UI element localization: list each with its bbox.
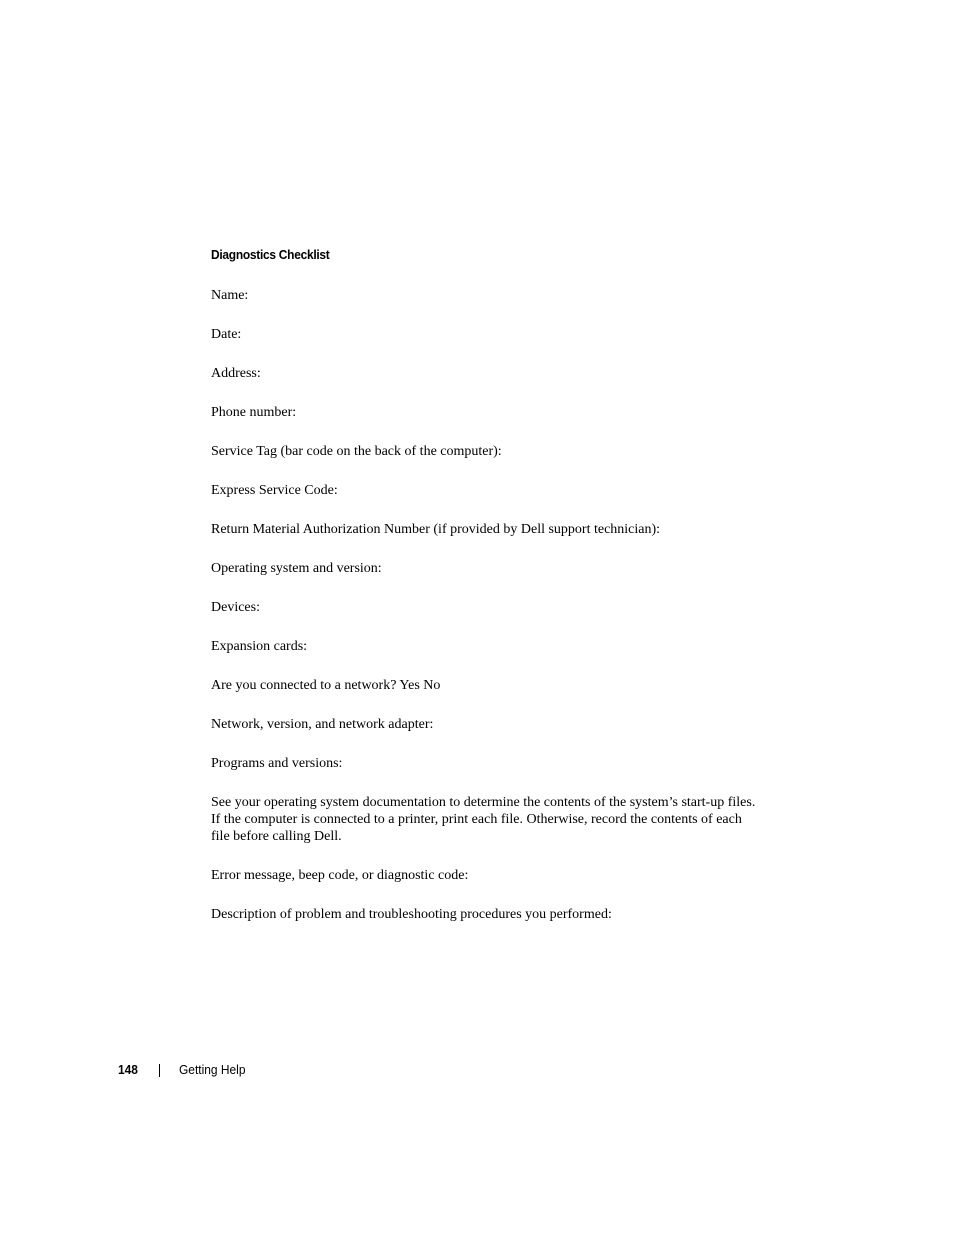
field-network-adapter: Network, version, and network adapter:: [211, 717, 434, 732]
field-phone-number: Phone number:: [211, 405, 297, 420]
page-number: 148: [118, 1062, 138, 1077]
field-error-message: Error message, beep code, or diagnostic code:: [211, 868, 469, 883]
field-network-connected: Are you connected to a network? Yes No: [211, 678, 441, 693]
field-address: Address:: [211, 366, 261, 381]
field-express-service-code: Express Service Code:: [211, 483, 338, 498]
checklist-heading: Diagnostics Checklist: [211, 247, 330, 262]
footer-divider: [159, 1064, 160, 1077]
field-rma-number: Return Material Authorization Number (if provided by Dell support technician):: [211, 522, 661, 537]
field-devices: Devices:: [211, 600, 260, 615]
startup-files-note: See your operating system documentation to determine the contents of the system’s start-up files. If the computer is connected to a printer, print each file. Otherwise, record the contents of each file before calling Dell.: [211, 795, 756, 844]
field-programs-versions: Programs and versions:: [211, 756, 343, 771]
footer-section-title: Getting Help: [179, 1062, 246, 1077]
field-problem-description: Description of problem and troubleshooting procedures you performed:: [211, 907, 612, 922]
field-date: Date:: [211, 327, 242, 342]
field-expansion-cards: Expansion cards:: [211, 639, 308, 654]
field-name: Name:: [211, 288, 249, 303]
field-service-tag: Service Tag (bar code on the back of the computer):: [211, 444, 502, 459]
field-operating-system: Operating system and version:: [211, 561, 382, 576]
